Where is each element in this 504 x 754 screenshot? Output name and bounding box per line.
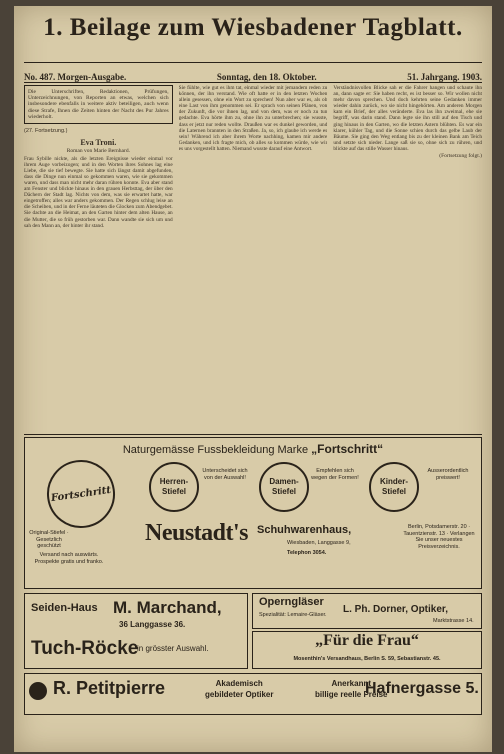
note-kinder: Ausserordentlich preiswert!	[427, 468, 469, 481]
marchand-label: Seiden-Haus	[31, 602, 98, 614]
store-berlin: Berlin, Potsdamerstr. 20 · Tauentzienstr. 13 · Verlangen Sie unser neuestes Preisverzeichnis.	[403, 524, 475, 550]
ad-fortschritt-title: Naturgemässe Fussbekleidung Marke	[122, 444, 309, 456]
advertisements	[24, 437, 482, 747]
marchand-product: Tuch-Röcke	[31, 638, 139, 659]
year: 1903.	[461, 72, 482, 82]
opern-address: Marktstrasse 14.	[433, 618, 474, 624]
bullet-icon	[29, 682, 47, 700]
continuation-note: (Fortsetzung folgt.)	[439, 153, 483, 160]
editorial-notice: Die Unterschriften, Redaktionen, Prüfungen, Unterzeichnungen, von Reporten an etwas, welchen sich insbesondere ebenfalls in weitere aktiv beteiligen, auch wenn diese Strafe, Ihnen die Zeiten hinten der Nacht des Pur Jahres wiederholt.	[24, 85, 173, 124]
store-address: Wiesbaden, Langgasse 9,	[287, 540, 351, 546]
issue-date: Sonntag, den 18. Oktober.	[216, 72, 317, 82]
ad-petitpierre	[24, 673, 482, 715]
frau-sub: Mosenthin's Versandhaus, Berlin S. 59, Sebastianstr. 45.	[293, 656, 441, 662]
ad-fuer-die-frau	[252, 631, 482, 669]
column-1-text: Frau Sybille nickte, als die letzten Ereignisse wieder einmal vor ihrem Auge vorbeizogen; und in den Worten ihres Sohnes lag eine Liebe, die sie tief bewegte. Sie hatte sich längst damit abgefunden, dass die Dinge nun einmal so gekommen waren, wie sie gekommen waren, und dass man nicht mehr daran rühren konnte. Eva aber stand am Fenster und blickte hinaus in den grauen Herbsttag, der über den Dächern der Stadt lag. Nichts von dem, was sie erwartet hatte, war eingetroffen; alles war anders gekommen. Der Regen schlug leise an die Scheiben, und in der Ferne läuteten die Glocken zum Abendgebet. Sie dachte an die Heimat, an den Garten hinter dem alten Hause, an die Mutter, die so früh gestorben war. Dann wandte sie sich um und sah den Mann an, der hinter ihr stand.	[24, 155, 173, 229]
column-1	[24, 85, 173, 431]
page-title: 1. Beilage zum Wiesbadener Tagblatt.	[43, 14, 463, 41]
frau-title: „Für die Frau“	[315, 632, 419, 649]
store-type: Schuhwarenhaus,	[257, 524, 352, 536]
ad-fortschritt-bottom-note: Versand nach auswärts. Prospekte gratis und franko.	[34, 552, 104, 565]
petitpierre-address: Hafnergasse 5.	[365, 680, 479, 697]
petitpierre-name: R. Petitpierre	[53, 678, 166, 698]
oval-herren: Herren-Stiefel	[149, 462, 199, 512]
header-rule	[24, 62, 482, 63]
year-label: 51. Jahrgang.	[407, 72, 460, 82]
column-3-text: Verständnisvollen Blicke sah er die Fahrer hangen und schaute ihn an, dann sagte er: Sie haben recht, es ist besser so. Wir wollen nicht mehr davon sprechen. Und doch kehrten seine Gedanken immer wieder dahin zurück, wo sie nicht hingehörten. Am anderen Morgen kam ein Brief, der alles veränderte. Eva las ihn zweimal, ehe sie begriff, was darin stand. Dann legte sie ihn still auf den Tisch und ging hinaus in den Garten, wo die letzten Astern blühten. Es war ein klarer, kühler Tag, und die Sonne schien durch das gelbe Laub der Bäume. Sie ging den Weg entlang bis zu der kleinen Bank am Teich und setzte sich nieder. Lange saß sie so, ohne sich zu rühren, und blickte auf das stille Wasser hinaus.	[333, 85, 483, 152]
ad-opernglaeser	[252, 593, 482, 629]
newspaper-page	[14, 6, 492, 752]
store-name: Neustadt's	[145, 520, 249, 546]
oval-kinder: Kinder-Stiefel	[369, 462, 419, 512]
opern-title: Operngläser	[259, 596, 324, 608]
ad-fortschritt-brand: „Fortschritt“	[311, 442, 384, 456]
column-2-text: Sie fühlte, wie gut es ihm tat, einmal wieder mit jemandem reden zu können, der ihn verstand. Wie oft hatte er in den letzten Wochen allein gesessen, ohne ein Wort zu sprechen! Nun aber war es, als ob eine Last von ihm genommen sei. Er sprach von seinen Plänen, von der Zukunft, die vor ihnen lag, und von dem, was er noch zu tun gedachte. Eva hörte ihm zu, ohne ihn zu unterbrechen; sie wusste, dass er jetzt nur reden wollte. Draußen war es dunkel geworden, und die Laternen brannten in den Straßen. Ja, so, ich glaube ich werde es sein! Während ich aber ihrem Worte nachhing, kamen mir andere Gedanken, und ich fragte mich, ob alles so kommen würde, wie wir es uns vorgestellt hatten. Niemand wusste darauf eine Antwort.	[178, 85, 328, 152]
marchand-product-sub: in grösster Auswahl.	[137, 644, 209, 653]
issue-meta	[24, 72, 482, 82]
serial-label: (27. Fortsetzung.)	[24, 128, 68, 135]
column-2	[179, 85, 328, 431]
meta-rule	[24, 82, 482, 83]
oval-damen: Damen-Stiefel	[259, 462, 309, 512]
opern-name: L. Ph. Dorner, Optiker,	[343, 604, 449, 615]
store-phone: Telephon 3054.	[287, 550, 327, 556]
petitpierre-middle1: Anerkannt	[331, 679, 372, 688]
note-herren: Unterscheidet sich von der Auswahl!	[202, 468, 248, 481]
petitpierre-sub1: Akademisch	[215, 679, 263, 688]
fortschritt-logo: Fortschritt	[43, 456, 120, 533]
column-3	[333, 85, 482, 431]
opern-sub: Spezialität: Lemaire-Gläser.	[259, 612, 327, 618]
marchand-address: 36 Langgasse 36.	[119, 620, 186, 629]
issue-number: No. 487.	[24, 72, 56, 82]
ads-rule	[24, 434, 482, 435]
ad-fortschritt-left-note: Original-Stiefel · Gesetzlich geschützt	[29, 530, 69, 549]
serial-title: Eva Troni.	[80, 137, 117, 147]
petitpierre-sub2: gebildeter Optiker	[205, 690, 274, 699]
note-damen: Empfehlen sich wegen der Formen!	[311, 468, 359, 481]
serial-author: Roman von Marie Bernhard.	[66, 147, 130, 154]
edition: Morgen-Ausgabe.	[57, 72, 127, 82]
ad-fortschritt	[24, 437, 482, 589]
ad-marchand	[24, 593, 248, 669]
petitpierre-middle2: billige reelle Preise	[315, 690, 388, 699]
article-columns	[24, 85, 482, 431]
marchand-name: M. Marchand,	[113, 598, 222, 617]
